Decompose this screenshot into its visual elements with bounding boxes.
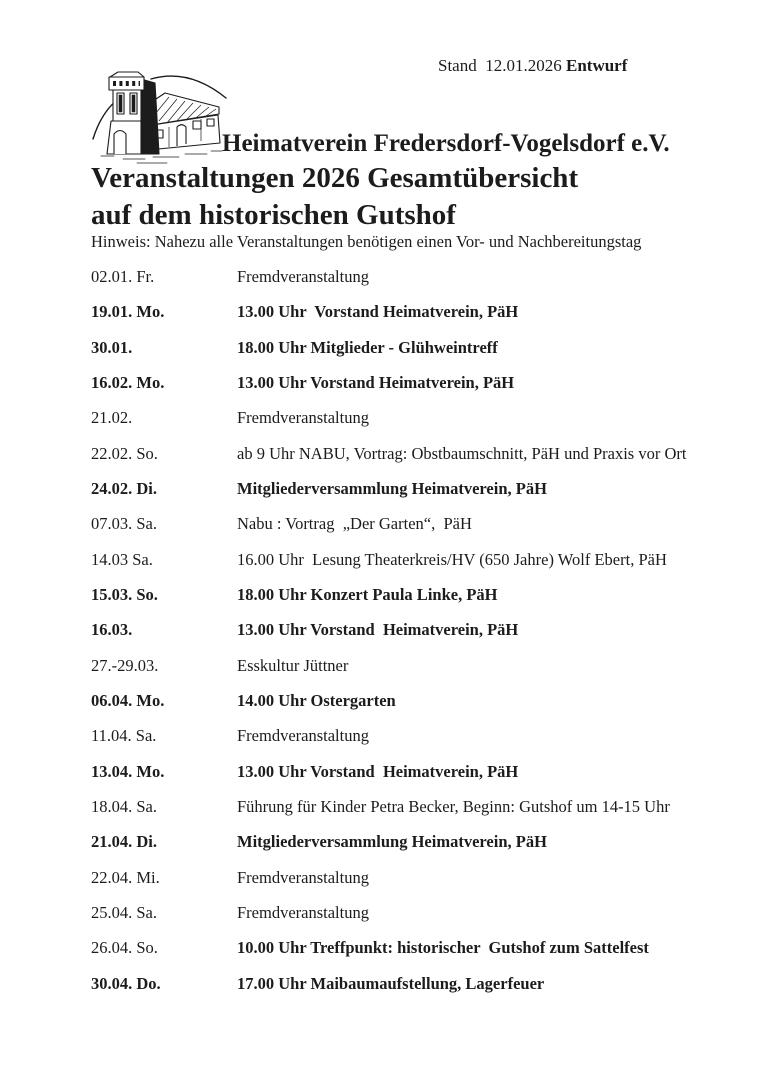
event-date: 22.04. Mi.: [91, 867, 160, 887]
event-row: [91, 408, 711, 443]
event-date: 16.02. Mo.: [91, 372, 165, 392]
event-description: Fremdveranstaltung: [237, 726, 369, 746]
event-description: 10.00 Uhr Treffpunkt: historischer Gutshof zum Sattelfest: [237, 938, 649, 958]
event-date: 22.02. So.: [91, 443, 158, 463]
event-row: [91, 762, 711, 797]
event-row: [91, 832, 711, 867]
event-description: 17.00 Uhr Maibaumaufstellung, Lagerfeuer: [237, 973, 545, 993]
event-row: [91, 338, 711, 373]
event-description: Mitgliederversammlung Heimatverein, PäH: [237, 478, 547, 498]
event-row: [91, 691, 711, 726]
event-date: 24.02. Di.: [91, 478, 157, 498]
event-list: [91, 267, 711, 1009]
event-row: [91, 903, 711, 938]
event-date: 25.04. Sa.: [91, 902, 157, 922]
event-description: Fremdveranstaltung: [237, 408, 369, 428]
event-description: 14.00 Uhr Ostergarten: [237, 690, 396, 710]
event-row: [91, 726, 711, 761]
event-row: [91, 797, 711, 832]
event-description: ab 9 Uhr NABU, Vortrag: Obstbaumschnitt, PäH und Praxis vor Ort: [237, 443, 687, 463]
event-row: [91, 656, 711, 691]
event-date: 30.01.: [91, 337, 133, 357]
event-description: Nabu : Vortrag „Der Garten“, PäH: [237, 514, 472, 534]
event-date: 11.04. Sa.: [91, 726, 157, 746]
event-date: 02.01. Fr.: [91, 267, 155, 286]
event-row: [91, 585, 711, 620]
event-description: 13.00 Uhr Vorstand Heimatverein, PäH: [237, 620, 519, 640]
event-description: Esskultur Jüttner: [237, 655, 349, 675]
event-row: [91, 267, 711, 302]
stand-date: Stand 12.01.2026: [438, 56, 566, 75]
event-description: Fremdveranstaltung: [237, 267, 369, 286]
logo-tower: [107, 72, 159, 154]
event-row: [91, 620, 711, 655]
event-date: 07.03. Sa.: [91, 514, 157, 534]
event-description: Führung für Kinder Petra Becker, Beginn: Gutshof um 14-15 Uhr: [237, 796, 670, 816]
event-description: 16.00 Uhr Lesung Theaterkreis/HV (650 Jahre) Wolf Ebert, PäH: [237, 549, 667, 569]
event-row: [91, 444, 711, 479]
draft-status-label: Entwurf: [565, 56, 628, 75]
event-description: 18.00 Uhr Konzert Paula Linke, PäH: [237, 584, 498, 604]
page-title-line1: Veranstaltungen 2026 Gesamtübersicht: [91, 162, 579, 194]
event-date: 27.-29.03.: [91, 655, 159, 675]
event-description: 13.00 Uhr Vorstand Heimatverein, PäH: [237, 302, 519, 322]
event-description: Fremdveranstaltung: [237, 902, 369, 922]
event-row: [91, 550, 711, 585]
heimatverein-logo: [85, 57, 230, 172]
event-date: 16.03.: [91, 620, 133, 640]
event-row: [91, 868, 711, 903]
page-title: [91, 160, 578, 234]
event-description: Fremdveranstaltung: [237, 867, 369, 887]
page-title-line2: auf dem historischen Gutshof: [91, 199, 456, 231]
event-description: 18.00 Uhr Mitglieder - Glühweintreff: [237, 337, 498, 357]
event-date: 14.03 Sa.: [91, 549, 153, 569]
event-row: [91, 938, 711, 973]
event-date: 19.01. Mo.: [91, 302, 165, 322]
event-date: 21.02.: [91, 408, 133, 428]
note-line: Hinweis: Nahezu alle Veranstaltungen benötigen einen Vor- und Nachbereitungstag: [91, 232, 642, 251]
event-date: 18.04. Sa.: [91, 796, 157, 816]
event-description: 13.00 Uhr Vorstand Heimatverein, PäH: [237, 761, 519, 781]
event-row: [91, 302, 711, 337]
org-name: Heimatverein Fredersdorf-Vogelsdorf e.V.: [222, 130, 670, 157]
event-date: 26.04. So.: [91, 938, 158, 958]
event-row: [91, 974, 711, 1009]
event-description: Mitgliederversammlung Heimatverein, PäH: [237, 832, 547, 852]
stand-line: [438, 56, 627, 76]
event-date: 06.04. Mo.: [91, 690, 165, 710]
event-date: 13.04. Mo.: [91, 761, 165, 781]
event-description: 13.00 Uhr Vorstand Heimatverein, PäH: [237, 372, 515, 392]
event-date: 21.04. Di.: [91, 832, 157, 852]
event-row: [91, 373, 711, 408]
event-date: 30.04. Do.: [91, 973, 161, 993]
event-date: 15.03. So.: [91, 584, 158, 604]
event-row: [91, 479, 711, 514]
event-row: [91, 514, 711, 549]
